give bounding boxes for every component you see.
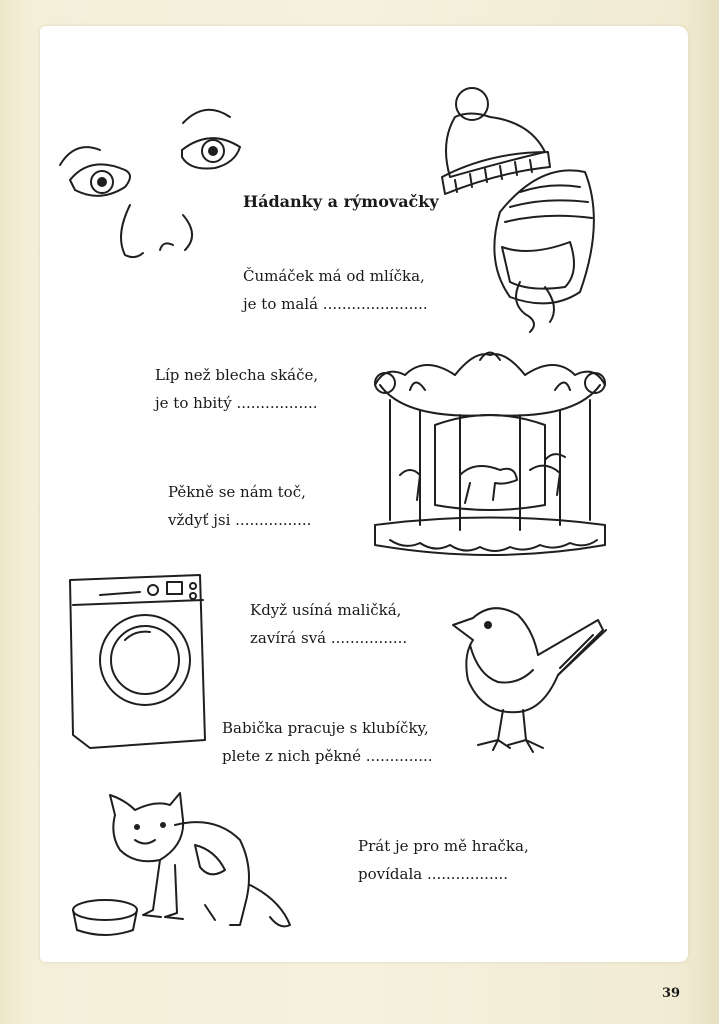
riddle-4 xyxy=(250,596,407,652)
riddle-2-line-1: Líp než blecha skáče, xyxy=(155,366,319,384)
riddle-6-line-1: Prát je pro mě hračka, xyxy=(358,837,529,855)
riddle-1 xyxy=(243,262,428,318)
kitten-with-bowl-icon xyxy=(65,785,305,945)
riddle-1-line-2: je to malá ...................... xyxy=(243,295,428,313)
riddle-5-line-2: plete z nich pěkné .............. xyxy=(222,747,433,765)
riddle-2-line-2: je to hbitý ................. xyxy=(155,394,318,412)
page-title: Hádanky a rýmovačky xyxy=(243,192,439,211)
face-eyes-nose-icon xyxy=(55,95,255,270)
riddle-1-line-1: Čumáček má od mlíčka, xyxy=(243,267,425,285)
riddle-3 xyxy=(168,478,311,534)
riddle-4-line-1: Když usíná maličká, xyxy=(250,601,402,619)
page-number: 39 xyxy=(662,986,681,1001)
riddle-5 xyxy=(222,714,433,770)
knit-hats-icon xyxy=(430,82,610,342)
riddle-3-line-2: vždyť jsi ................ xyxy=(168,511,312,529)
riddle-5-line-1: Babička pracuje s klubíčky, xyxy=(222,719,429,737)
riddle-6 xyxy=(358,832,529,888)
riddle-2 xyxy=(155,361,318,417)
riddle-6-line-2: povídala ................. xyxy=(358,865,509,883)
riddle-4-line-2: zavírá svá ................ xyxy=(250,629,408,647)
robin-bird-icon xyxy=(448,600,613,760)
washing-machine-icon xyxy=(65,570,215,755)
riddle-3-line-1: Pěkně se nám toč, xyxy=(168,483,306,501)
carousel-icon xyxy=(365,345,615,570)
